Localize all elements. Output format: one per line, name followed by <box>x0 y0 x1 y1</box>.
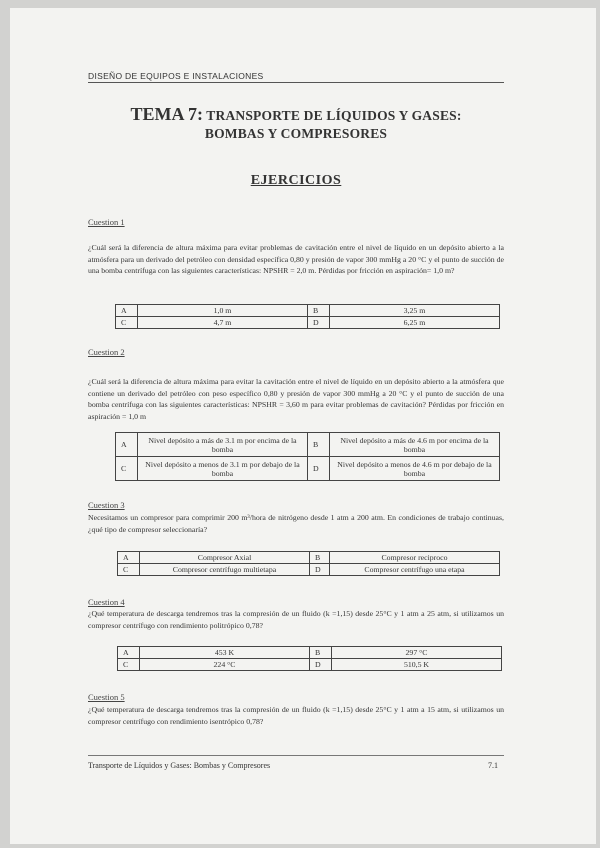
footer-text: Transporte de Líquidos y Gases: Bombas y Compresores <box>88 761 271 770</box>
question-4-text: ¿Qué temperatura de descarga tendremos tras la compresión de un fluido (k =1,15) desde 25°C y 1 atm a 25 atm, si utilizamos un compresor centrífugo con rendimiento politrópico 0,78? <box>88 609 504 630</box>
option-value: 224 °C <box>140 659 310 671</box>
page-title <box>88 104 504 142</box>
option-value: Compresor centrífugo una etapa <box>330 564 500 576</box>
title-line1: TRANSPORTE DE LÍQUIDOS Y GASES: <box>202 108 462 123</box>
option-key: B <box>308 433 330 457</box>
question-3-text: Necesitamos un compresor para comprimir 200 m³/hora de nitrógeno desde 1 atm a 200 atm. En condiciones de trabajo continuas, ¿qué tipo de compresor seleccionaría? <box>88 513 504 534</box>
option-key: A <box>116 433 138 457</box>
question-5-text: ¿Qué temperatura de descarga tendremos tras la compresión de un fluido (k =1,15) desde 25°C y 1 atm a 15 atm, si utilizamos un compresor centrífugo con rendimiento isentrópico 0,78? <box>88 705 504 726</box>
question-2-options <box>115 432 500 481</box>
footer-rule <box>88 755 504 756</box>
header-rule <box>88 82 504 83</box>
question-3-label: Cuestion 3 <box>88 500 125 510</box>
option-key: C <box>118 659 140 671</box>
option-value: Nivel depósito a menos de 3.1 m por debajo de la bomba <box>138 457 308 481</box>
question-1-options <box>115 304 500 329</box>
option-value: 1,0 m <box>138 305 308 317</box>
question-4-options <box>117 646 502 671</box>
option-value: 3,25 m <box>330 305 500 317</box>
option-key: A <box>118 647 140 659</box>
options-row <box>116 317 500 329</box>
option-key: D <box>308 457 330 481</box>
options-row <box>118 659 502 671</box>
option-key: D <box>308 317 330 329</box>
title-tema: TEMA 7: <box>130 104 203 124</box>
option-key: C <box>118 564 140 576</box>
section-subtitle: EJERCICIOS <box>250 173 342 188</box>
option-value: Nivel depósito a más de 4.6 m por encima de la bomba <box>330 433 500 457</box>
option-value: Nivel depósito a más de 3.1 m por encima de la bomba <box>138 433 308 457</box>
option-key: A <box>116 305 138 317</box>
option-key: C <box>116 317 138 329</box>
page-number: 7.1 <box>488 761 498 770</box>
question-2-label: Cuestion 2 <box>88 347 125 357</box>
options-row <box>118 564 500 576</box>
question-1-label: Cuestion 1 <box>88 217 125 227</box>
option-key: C <box>116 457 138 481</box>
options-row <box>118 647 502 659</box>
option-value: 510,5 K <box>332 659 502 671</box>
option-value: Compresor centrífugo multietapa <box>140 564 310 576</box>
option-value: 6,25 m <box>330 317 500 329</box>
options-row <box>116 433 500 457</box>
option-value: 297 °C <box>332 647 502 659</box>
option-key: B <box>310 552 330 564</box>
option-value: 4,7 m <box>138 317 308 329</box>
option-key: B <box>310 647 332 659</box>
option-key: D <box>310 659 332 671</box>
question-4-label: Cuestion 4 <box>88 597 125 607</box>
option-key: B <box>308 305 330 317</box>
option-key: D <box>310 564 330 576</box>
question-1-text: ¿Cuál será la diferencia de altura máxima para evitar problemas de cavitación entre el nivel de líquido en un depósito abierto a la atmósfera para un derivado del petróleo con densidad específica 0,80 y presión de vapor 300 mmHg a 20 °C y el punto de succión de una bomba centrífuga con las siguientes características: NPSHR = 2,0 m. Pérdidas por fricción en aspiración= 1,0 m? <box>88 243 504 275</box>
course-header: DISEÑO DE EQUIPOS E INSTALACIONES <box>88 71 264 81</box>
option-value: Compresor reciproco <box>330 552 500 564</box>
options-row <box>116 457 500 481</box>
question-5-label: Cuestion 5 <box>88 692 125 702</box>
option-value: Compresor Axial <box>140 552 310 564</box>
option-value: 453 K <box>140 647 310 659</box>
option-key: A <box>118 552 140 564</box>
options-row <box>118 552 500 564</box>
title-line2: BOMBAS Y COMPRESORES <box>204 126 388 141</box>
option-value: Nivel depósito a menos de 4.6 m por debajo de la bomba <box>330 457 500 481</box>
question-3-options <box>117 551 500 576</box>
options-row <box>116 305 500 317</box>
question-2-text: ¿Cuál será la diferencia de altura máxima para evitar la cavitación entre el nivel de líquido en un depósito abierto a la atmósfera que contiene un derivado del petróleo con peso específico 0,80 y presión de vapor 300 mmHg a 20 °C y el punto de succión de una bomba centrífuga con las siguientes características: NPSHR = 3,60 m para evitar problemas de cavitación? Pérdidas por fricción en aspiración = 1,0 m <box>88 377 504 421</box>
